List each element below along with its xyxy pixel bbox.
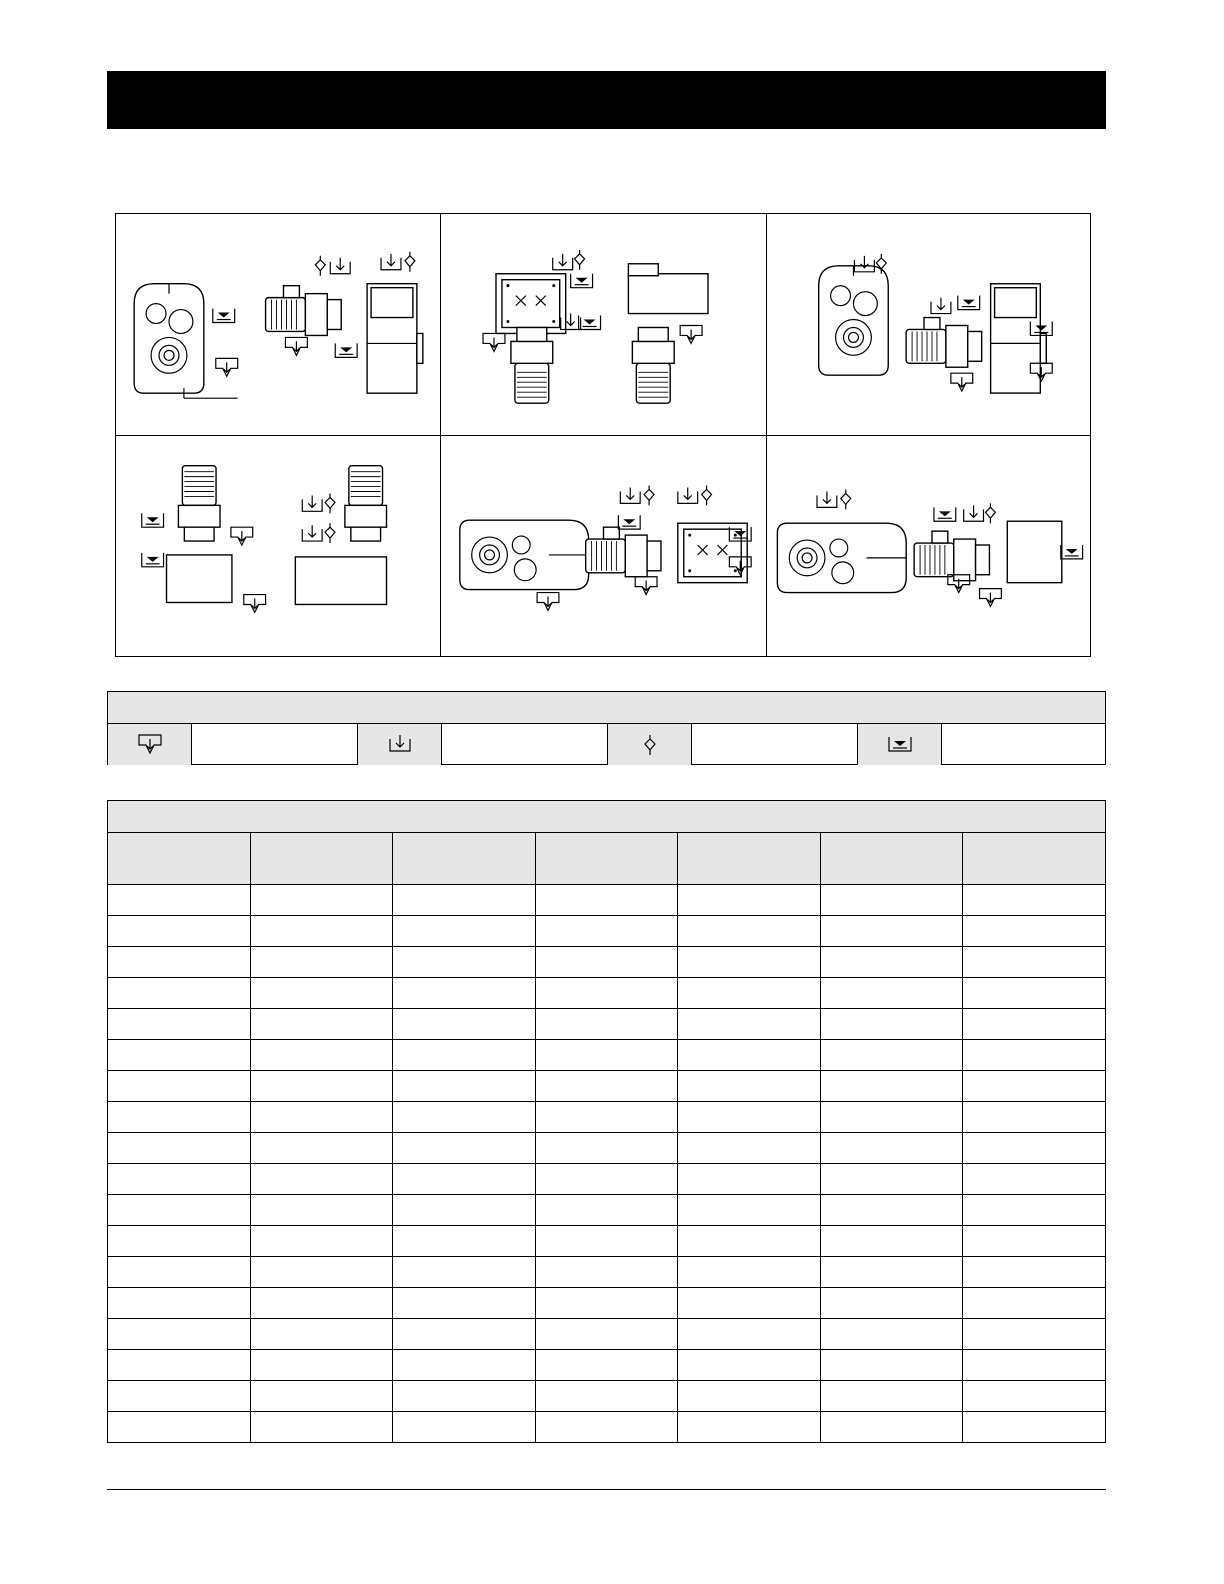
table-cell	[393, 1412, 536, 1443]
table-cell	[535, 1195, 678, 1226]
table-cell	[963, 1319, 1106, 1350]
legend-label-1	[192, 724, 358, 765]
table-cell	[678, 885, 821, 916]
table-row	[108, 1133, 1106, 1164]
table-cell	[108, 978, 251, 1009]
table-cell	[393, 978, 536, 1009]
table-row	[108, 1040, 1106, 1071]
table-cell	[250, 1102, 393, 1133]
table-cell	[678, 1257, 821, 1288]
oil-fill-icon	[358, 724, 442, 765]
table-cell	[535, 1381, 678, 1412]
table-cell	[820, 1412, 963, 1443]
column-header	[678, 833, 821, 885]
table-cell	[393, 1040, 536, 1071]
table-cell	[678, 1009, 821, 1040]
table-cell	[820, 1257, 963, 1288]
table-row	[108, 1350, 1106, 1381]
table-cell	[108, 916, 251, 947]
table-cell	[963, 1009, 1106, 1040]
table-cell	[535, 1257, 678, 1288]
table-cell	[535, 978, 678, 1009]
table-cell	[678, 1102, 821, 1133]
table-cell	[678, 947, 821, 978]
table-cell	[393, 1288, 536, 1319]
table-cell	[678, 1350, 821, 1381]
table-cell	[678, 1381, 821, 1412]
table-cell	[820, 1009, 963, 1040]
table-cell	[393, 1102, 536, 1133]
table-row	[108, 947, 1106, 978]
table-cell	[393, 1257, 536, 1288]
legend-table	[107, 691, 1106, 765]
table-cell	[250, 1040, 393, 1071]
table-cell	[393, 1009, 536, 1040]
table-row	[108, 1195, 1106, 1226]
table-row	[108, 1071, 1106, 1102]
table-cell	[963, 1195, 1106, 1226]
table-cell	[108, 1164, 251, 1195]
table-cell	[108, 1133, 251, 1164]
column-header	[820, 833, 963, 885]
table-cell	[250, 1226, 393, 1257]
table-row	[108, 1226, 1106, 1257]
table-cell	[393, 1133, 536, 1164]
table-cell	[535, 916, 678, 947]
table-cell	[108, 1009, 251, 1040]
table-cell	[108, 1102, 251, 1133]
table-cell	[108, 1257, 251, 1288]
table-cell	[963, 916, 1106, 947]
mounting-position-6	[767, 436, 1090, 656]
lubricant-quantity-table	[107, 800, 1106, 1443]
table-cell	[250, 1133, 393, 1164]
table-cell	[820, 885, 963, 916]
table-cell	[393, 947, 536, 978]
table-cell	[820, 1288, 963, 1319]
table-cell	[108, 947, 251, 978]
table-cell	[535, 1102, 678, 1133]
oil-drain-icon	[108, 724, 192, 765]
gearbox-front-view	[134, 284, 204, 394]
table-cell	[250, 947, 393, 978]
table-cell	[250, 885, 393, 916]
table-cell	[820, 1226, 963, 1257]
table-row	[108, 885, 1106, 916]
motor-side-view	[266, 286, 342, 336]
table-cell	[678, 1071, 821, 1102]
table-row	[108, 1164, 1106, 1195]
table-cell	[963, 1133, 1106, 1164]
table-cell	[820, 1381, 963, 1412]
table-row	[108, 916, 1106, 947]
oil-level-icon	[858, 724, 942, 765]
table-cell	[108, 1350, 251, 1381]
table-cell	[250, 1257, 393, 1288]
table-cell	[963, 1257, 1106, 1288]
mounting-position-5	[441, 436, 767, 656]
table-cell	[535, 1350, 678, 1381]
table-cell	[963, 978, 1106, 1009]
table-cell	[678, 1133, 821, 1164]
mounting-positions-grid	[115, 213, 1091, 657]
table-cell	[535, 1071, 678, 1102]
table-cell	[250, 1164, 393, 1195]
mounting-position-2	[441, 214, 767, 436]
table-cell	[678, 1195, 821, 1226]
table-cell	[393, 1381, 536, 1412]
table-cell	[678, 1164, 821, 1195]
table-cell	[108, 1040, 251, 1071]
table-cell	[678, 916, 821, 947]
table-cell	[963, 1226, 1106, 1257]
table-cell	[963, 1102, 1106, 1133]
table-cell	[678, 978, 821, 1009]
table-row	[108, 1381, 1106, 1412]
table-row	[108, 1009, 1106, 1040]
table-cell	[678, 1319, 821, 1350]
table-row	[108, 1412, 1106, 1443]
table-cell	[250, 1071, 393, 1102]
table-row	[108, 1257, 1106, 1288]
column-header	[108, 833, 251, 885]
table-cell	[108, 1381, 251, 1412]
table-row	[108, 1319, 1106, 1350]
table-cell	[393, 885, 536, 916]
mounting-position-3	[767, 214, 1090, 436]
legend-header	[108, 692, 1105, 724]
table-cell	[963, 1381, 1106, 1412]
table-cell	[393, 916, 536, 947]
table-cell	[535, 1226, 678, 1257]
mounting-position-1	[116, 214, 441, 436]
table-cell	[108, 1071, 251, 1102]
table-cell	[250, 1350, 393, 1381]
legend-label-2	[442, 724, 608, 765]
table-cell	[250, 1195, 393, 1226]
legend-label-4	[942, 724, 1105, 765]
table-cell	[393, 1071, 536, 1102]
table-cell	[250, 1412, 393, 1443]
table-cell	[250, 978, 393, 1009]
table-cell	[963, 1164, 1106, 1195]
table-cell	[963, 885, 1106, 916]
column-header	[963, 833, 1106, 885]
table-cell	[963, 947, 1106, 978]
table-cell	[535, 1164, 678, 1195]
table-cell	[963, 1288, 1106, 1319]
table-cell	[393, 1195, 536, 1226]
table-cell	[535, 1133, 678, 1164]
table-cell	[108, 1226, 251, 1257]
table-cell	[393, 1164, 536, 1195]
table-cell	[250, 1381, 393, 1412]
table-cell	[535, 1040, 678, 1071]
table-title-row	[108, 801, 1106, 833]
table-row	[108, 1102, 1106, 1133]
table-cell	[535, 885, 678, 916]
table-cell	[820, 916, 963, 947]
legend-label-3	[692, 724, 858, 765]
table-cell	[820, 1195, 963, 1226]
table-row	[108, 978, 1106, 1009]
column-header	[393, 833, 536, 885]
table-cell	[535, 1009, 678, 1040]
table-cell	[393, 1319, 536, 1350]
table-cell	[963, 1071, 1106, 1102]
table-cell	[535, 1412, 678, 1443]
table-cell	[393, 1226, 536, 1257]
table-cell	[250, 1288, 393, 1319]
table-cell	[678, 1412, 821, 1443]
column-header	[250, 833, 393, 885]
table-cell	[535, 947, 678, 978]
table-cell	[820, 1350, 963, 1381]
table-cell	[250, 1319, 393, 1350]
table-cell	[678, 1226, 821, 1257]
table-cell	[108, 1195, 251, 1226]
mounting-position-4	[116, 436, 441, 656]
table-cell	[250, 1009, 393, 1040]
table-cell	[108, 885, 251, 916]
table-cell	[820, 1164, 963, 1195]
table-cell	[820, 978, 963, 1009]
table-cell	[678, 1040, 821, 1071]
table-cell	[535, 1319, 678, 1350]
table-cell	[108, 1288, 251, 1319]
table-cell	[820, 1102, 963, 1133]
table-cell	[820, 947, 963, 978]
column-header	[535, 833, 678, 885]
breather-icon	[608, 724, 692, 765]
table-header-row	[108, 833, 1106, 885]
table-cell	[250, 916, 393, 947]
table-cell	[820, 1071, 963, 1102]
table-cell	[963, 1412, 1106, 1443]
header-bar	[107, 71, 1106, 129]
table-cell	[108, 1319, 251, 1350]
table-cell	[678, 1288, 821, 1319]
table-cell	[820, 1040, 963, 1071]
table-cell	[820, 1319, 963, 1350]
table-cell	[535, 1288, 678, 1319]
table-cell	[963, 1040, 1106, 1071]
table-title	[108, 801, 1106, 833]
footer-rule	[107, 1489, 1106, 1490]
table-cell	[393, 1350, 536, 1381]
table-row	[108, 1288, 1106, 1319]
table-cell	[963, 1350, 1106, 1381]
table-cell	[108, 1412, 251, 1443]
table-cell	[820, 1133, 963, 1164]
